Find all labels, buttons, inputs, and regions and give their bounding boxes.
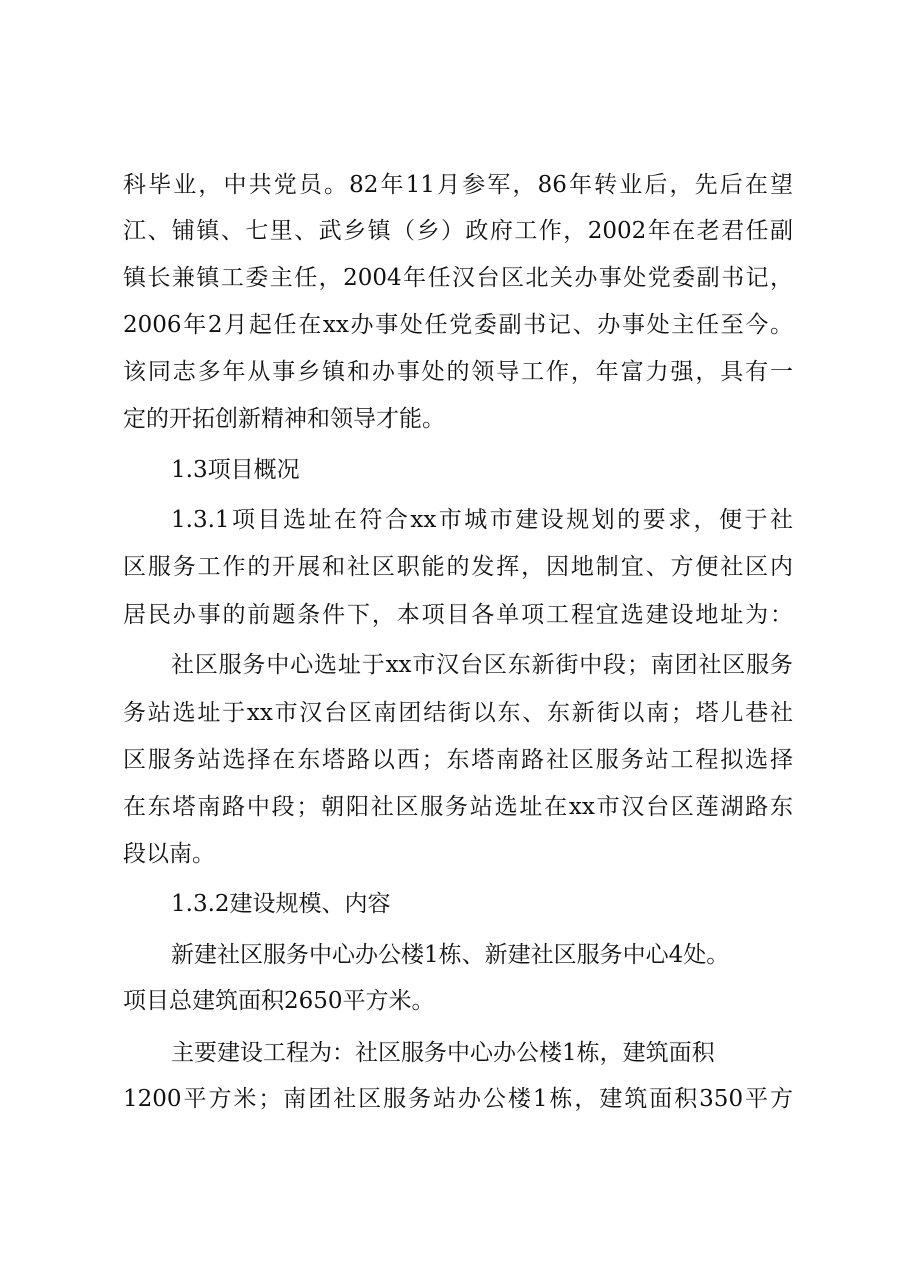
text-line: 江、铺镇、七里、武乡镇（乡）政府工作，2002年在老君任副 xyxy=(123,218,793,244)
text-line: 1.3.1项目选址在符合xx市城市建设规划的要求，便于社 xyxy=(171,507,793,533)
text-line: 项目总建筑面积2650平方米。 xyxy=(123,988,435,1014)
text-line: 科毕业，中共党员。82年11月参军，86年转业后，先后在望 xyxy=(123,172,793,198)
text-line: 定的开拓创新精神和领导才能。 xyxy=(123,406,445,432)
text-line: 主要建设工程为：社区服务中心办公楼1栋，建筑面积 xyxy=(171,1040,715,1066)
text-line: 区服务工作的开展和社区职能的发挥，因地制宜、方便社区内 xyxy=(123,554,793,580)
section-heading: 1.3.2建设规模、内容 xyxy=(171,891,391,917)
text-line: 区服务站选择在东塔路以西；东塔南路社区服务站工程拟选择 xyxy=(123,747,793,773)
text-line: 该同志多年从事乡镇和办事处的领导工作，年富力强，具有一 xyxy=(123,359,793,385)
text-line: 社区服务中心选址于xx市汉台区东新街中段；南团社区服务 xyxy=(171,652,793,678)
section-heading: 1.3项目概况 xyxy=(171,457,300,483)
text-line: 2006年2月起任在xx办事处任党委副书记、办事处主任至今。 xyxy=(123,312,793,338)
text-line: 镇长兼镇工委主任，2004年任汉台区北关办事处党委副书记， xyxy=(123,265,793,291)
text-line: 务站选址于xx市汉台区南团结街以东、东新街以南；塔儿巷社 xyxy=(123,700,793,726)
text-line: 1200平方米；南团社区服务站办公楼1栋，建筑面积350平方 xyxy=(123,1086,793,1112)
text-line: 在东塔南路中段；朝阳社区服务站选址在xx市汉台区莲湖路东 xyxy=(123,794,793,820)
text-line: 居民办事的前题条件下，本项目各单项工程宜选建设地址为： xyxy=(123,602,793,628)
text-line: 新建社区服务中心办公楼1栋、新建社区服务中心4处。 xyxy=(171,942,730,968)
text-line: 段以南。 xyxy=(123,841,215,867)
